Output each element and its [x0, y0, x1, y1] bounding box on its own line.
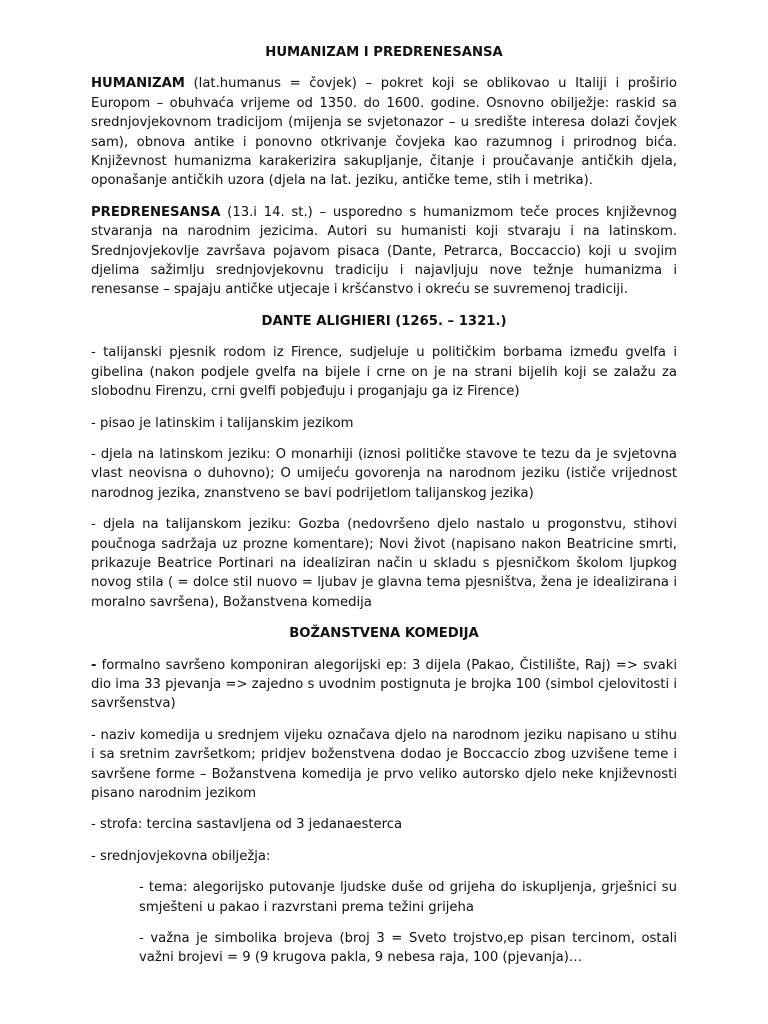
dante-item: - pisao je latinskim i talijanskim jezikom — [91, 415, 354, 431]
paragraph-humanizam — [91, 74, 677, 190]
document-body — [91, 43, 677, 980]
section-heading-dante: DANTE ALIGHIERI (1265. – 1321.) — [261, 313, 507, 329]
paragraph-predrenesansa — [91, 203, 677, 300]
sub-item: - tema: alegorijsko putovanje ljudske duše od grijeha do iskupljenja, grješnici su smješteni u pakao i razvrstani prema težini grijeha — [139, 880, 677, 915]
komedija-item-text: formalno savršeno komponiran alegorijski ep: 3 dijela (Pakao, Čistilište, Raj) => svaki dio ima 33 pjevanja => zajedno s uvodnim postignuta je brojka 100 (simbol cjelovitosti i savršenstva) — [91, 657, 677, 712]
komedija-item — [91, 656, 677, 714]
sub-item: - važna je simbolika brojeva (broj 3 = Sveto trojstvo,ep pisan tercinom, ostali važni brojevi = 9 (9 krugova pakla, 9 nebesa raja, 100 (pjevanja)… — [139, 931, 677, 966]
komedija-item: - srednjovjekovna obilježja: — [91, 848, 271, 864]
term-predrenesansa: PREDRENESANSA — [91, 204, 221, 220]
komedija-item: - strofa: tercina sastavljena od 3 jedanaesterca — [91, 817, 403, 833]
term-humanizam: HUMANIZAM — [91, 76, 185, 92]
bullet-dash: - — [91, 657, 97, 673]
text-predrenesansa: (13.i 14. st.) – usporedno s humanizmom teče proces književnog stvaranja na narodnim jezicima. Autori su humanisti koji stvaraju i na latinskom. Srednjovjekovlje završava pojavom pisaca (Dante, Petrarca, Boccaccio) koji u svojim djelima sažimlju srednjovjekovnu tradiciju i najavljuju nove težnje humanizma i renesanse – spajaju antičke utjecaje i kršćanstvo i okreću se suvremenoj tradiciji. — [91, 204, 677, 298]
dante-item: - djela na latinskom jeziku: O monarhiji (iznosi političke stavove te tezu da je svjetovna vlast neovisna o duhovno); O umijeću govorenja na narodnom jeziku (ističe vrijednost narodnog jezika, znanstveno se bavi podrijetlom talijanskog jezika) — [91, 446, 677, 501]
page-title: HUMANIZAM I PREDRENESANSA — [265, 45, 503, 60]
komedija-item: - naziv komedija u srednjem vijeku označava djelo na narodnom jeziku napisano u stihu i sa sretnim završetkom; pridjev boženstvena dodao je Boccaccio zbog uzvišene teme i savršene forme – Božanstvena komedija je prvo veliko autorsko djelo neke književnosti pisano narodnim jezikom — [91, 727, 677, 801]
text-humanizam: (lat.humanus = čovjek) – pokret koji se oblikovao u Italiji i proširio Europom – obuhvaća vrijeme od 1350. do 1600. godine. Osnovno obilježje: raskid sa srednjovjekovnom tradicijom (mijenja se svjetonazor – u središte interesa dolazi čovjek sam), obnova antike i ponovno otkrivanje čovjeka kao razumnog i prirodnog bića. Književnost humanizma karakerizira sakupljanje, čitanje i proučavanje antičkih djela, oponašanje antičkih uzora (djela na lat. jeziku, antičke teme, stih i metrika). — [91, 76, 677, 189]
section-heading-komedija: BOŽANSTVENA KOMEDIJA — [289, 626, 479, 642]
dante-item: - talijanski pjesnik rodom iz Firence, sudjeluje u političkim borbama između gvelfa i gibelina (nakon podjele gvelfa na bijele i crne on je na strani bijelih koji se zalažu za slobodnu Firenzu, crni gvelfi pobjeđuju i proganjaju ga iz Firence) — [91, 345, 677, 400]
dante-item: - djela na talijanskom jeziku: Gozba (nedovršeno djelo nastalo u progonstvu, stihovi poučnoga sadržaja uz prozne komentare); Novi život (napisano nakon Beatricine smrti, prikazuje Beatrice Portinari na idealiziran način u skladu s pjesničkom školom ljupkog novog stila ( = dolce stil nuovo = ljubav je glavna tema pjesništva, žena je idealizirana i moralno savršena), Božanstvena komedija — [91, 517, 677, 610]
